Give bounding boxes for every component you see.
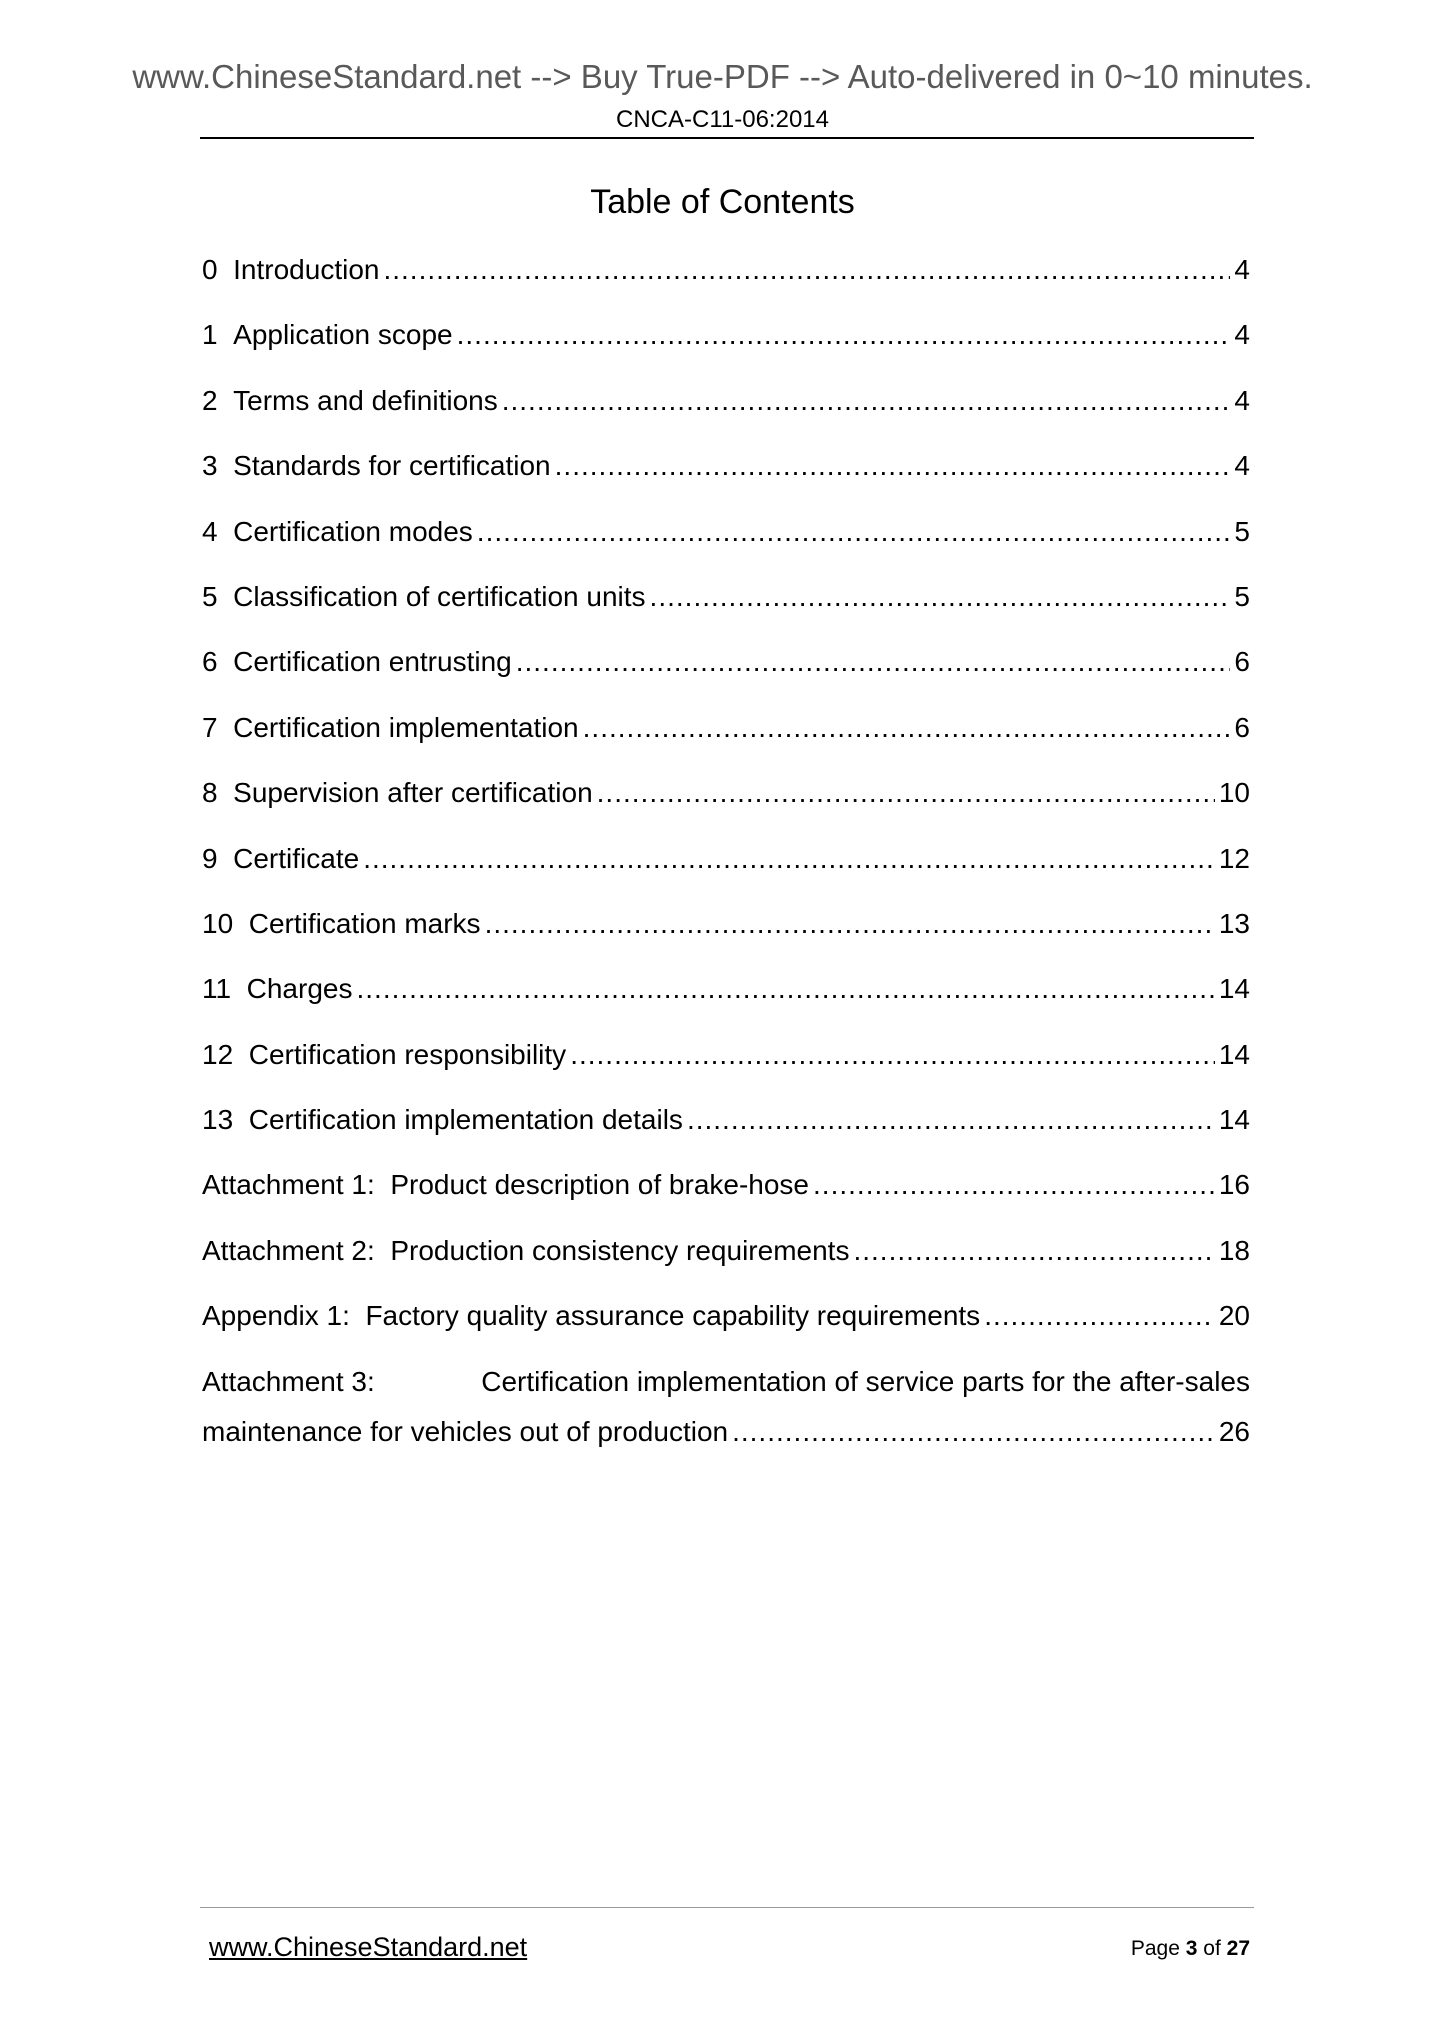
toc-entry[interactable]: [202, 1300, 1250, 1365]
page-label: Page: [1130, 1937, 1180, 1960]
toc-entry-number: 13: [202, 1104, 234, 1136]
toc-entry-number: 4: [202, 515, 218, 547]
document-code: CNCA-C11-06:2014: [616, 106, 829, 133]
toc-entry-title: Terms and definitions: [233, 384, 498, 416]
toc-entry[interactable]: [202, 450, 1250, 515]
toc-entry-page: 18: [1218, 1234, 1250, 1266]
toc-entry[interactable]: [202, 1039, 1250, 1104]
toc-entry-title: Certification implementation details: [248, 1104, 683, 1136]
toc-entry[interactable]: [202, 1235, 1250, 1300]
footer-website-link[interactable]: www.ChineseStandard.net: [209, 1932, 528, 1962]
toc-entry-title: Certification entrusting: [233, 646, 512, 678]
toc-entry-page: 16: [1218, 1169, 1250, 1201]
toc-entry-title: Certification implementation: [233, 711, 579, 743]
toc-leader-dots: [516, 646, 1231, 678]
toc-leader-dots: [555, 450, 1231, 482]
toc-entry-number: Attachment 3:: [202, 1365, 375, 1397]
current-page-number: 3: [1185, 1937, 1198, 1960]
toc-entry-title: Factory quality assurance capability requirements: [365, 1300, 981, 1332]
toc-entry-page: 6: [1234, 711, 1250, 743]
toc-leader-dots: [650, 581, 1231, 613]
toc-title: Table of Contents: [590, 183, 855, 221]
toc-entry-page: 13: [1218, 907, 1250, 939]
toc-entry-title: Certification modes: [233, 515, 473, 547]
toc-entry-number: 8: [202, 777, 218, 809]
toc-entry-number: 10: [202, 907, 234, 939]
toc-leader-dots: [853, 1235, 1214, 1267]
toc-entry[interactable]: [202, 581, 1250, 646]
toc-entry-number: 3: [202, 450, 218, 482]
toc-entry-page: 10: [1218, 777, 1250, 809]
toc-entry-title: Production consistency requirements: [390, 1234, 850, 1266]
promo-banner[interactable]: www.ChineseStandard.net --> Buy True-PDF --> Auto-delivered in 0~10 minutes.: [132, 58, 1313, 95]
page-indicator: [1131, 1937, 1250, 1961]
toc-entry-title: Standards for certification: [233, 450, 551, 482]
toc-entry-page: 12: [1218, 842, 1250, 874]
toc-entry[interactable]: [202, 843, 1250, 908]
toc-leader-dots: [732, 1416, 1215, 1448]
toc-entry-page: 5: [1234, 580, 1250, 612]
toc-entry-page: 14: [1218, 1038, 1250, 1070]
toc-entry-title: Application scope: [233, 319, 453, 351]
toc-entry[interactable]: [202, 646, 1250, 711]
toc-entry-page: 14: [1218, 1104, 1250, 1136]
toc-entry[interactable]: [202, 712, 1250, 777]
toc-leader-dots: [383, 254, 1230, 286]
table-of-contents: [202, 254, 1250, 1448]
toc-entry-number: Attachment 1:: [202, 1169, 375, 1201]
toc-entry-page: 4: [1234, 384, 1250, 416]
toc-leader-dots: [687, 1104, 1215, 1136]
toc-entry-page: 20: [1218, 1300, 1250, 1332]
toc-entry-number: 9: [202, 842, 218, 874]
toc-leader-dots: [984, 1300, 1215, 1332]
page-of-label: of: [1203, 1937, 1221, 1960]
toc-entry-page: 6: [1234, 646, 1250, 678]
toc-leader-dots: [356, 973, 1214, 1005]
toc-entry-number: 5: [202, 580, 218, 612]
toc-entry-number: Appendix 1:: [202, 1300, 350, 1332]
toc-entry[interactable]: [202, 1104, 1250, 1169]
toc-leader-dots: [457, 319, 1231, 351]
toc-leader-dots: [485, 908, 1215, 940]
toc-entry-page: 26: [1218, 1415, 1250, 1447]
toc-entry-number: Attachment 2:: [202, 1234, 375, 1266]
toc-entry-title: Certification marks: [248, 907, 481, 939]
toc-entry-number: 2: [202, 384, 218, 416]
toc-entry-number: 7: [202, 711, 218, 743]
toc-entry[interactable]: [202, 254, 1250, 319]
toc-leader-dots: [597, 777, 1215, 809]
footer-divider: [200, 1907, 1254, 1908]
toc-entry-title: Classification of certification units: [233, 580, 646, 612]
toc-entry-page: 4: [1234, 254, 1250, 285]
toc-entry[interactable]: [202, 1169, 1250, 1234]
toc-entry-title-line2: maintenance for vehicles out of production: [202, 1415, 729, 1447]
toc-entry-page: 4: [1234, 319, 1250, 351]
toc-entry-title-line1: Certification implementation of service parts for the after-sales: [481, 1365, 1250, 1397]
toc-entry-title: Product description of brake-hose: [390, 1169, 810, 1201]
header-divider: [200, 137, 1254, 139]
toc-entry-page: 14: [1218, 973, 1250, 1005]
toc-entry-page: 5: [1234, 515, 1250, 547]
toc-entry[interactable]: [202, 973, 1250, 1038]
toc-leader-dots: [502, 385, 1231, 417]
toc-entry[interactable]: [202, 777, 1250, 842]
toc-entry-number: 0: [202, 254, 218, 285]
toc-entry-title: Introduction: [233, 254, 380, 285]
toc-entry[interactable]: [202, 908, 1250, 973]
toc-leader-dots: [583, 712, 1231, 744]
toc-entry[interactable]: [202, 385, 1250, 450]
toc-entry-title: Charges: [246, 973, 353, 1005]
toc-leader-dots: [363, 843, 1215, 875]
toc-entry-number: 12: [202, 1038, 234, 1070]
toc-entry-number: 6: [202, 646, 218, 678]
toc-entry-number: 11: [202, 973, 232, 1005]
toc-entry-page: 4: [1234, 450, 1250, 482]
toc-entry-title: Supervision after certification: [233, 777, 593, 809]
toc-entry-multiline[interactable]: [202, 1366, 1250, 1448]
toc-entry[interactable]: [202, 516, 1250, 581]
toc-leader-dots: [570, 1039, 1215, 1071]
toc-entry-number: 1: [202, 319, 218, 351]
toc-entry[interactable]: [202, 319, 1250, 384]
toc-leader-dots: [477, 516, 1231, 548]
toc-entry-title: Certification responsibility: [248, 1038, 567, 1070]
total-page-count: 27: [1226, 1937, 1250, 1960]
toc-leader-dots: [813, 1169, 1215, 1201]
toc-entry-title: Certificate: [233, 842, 360, 874]
